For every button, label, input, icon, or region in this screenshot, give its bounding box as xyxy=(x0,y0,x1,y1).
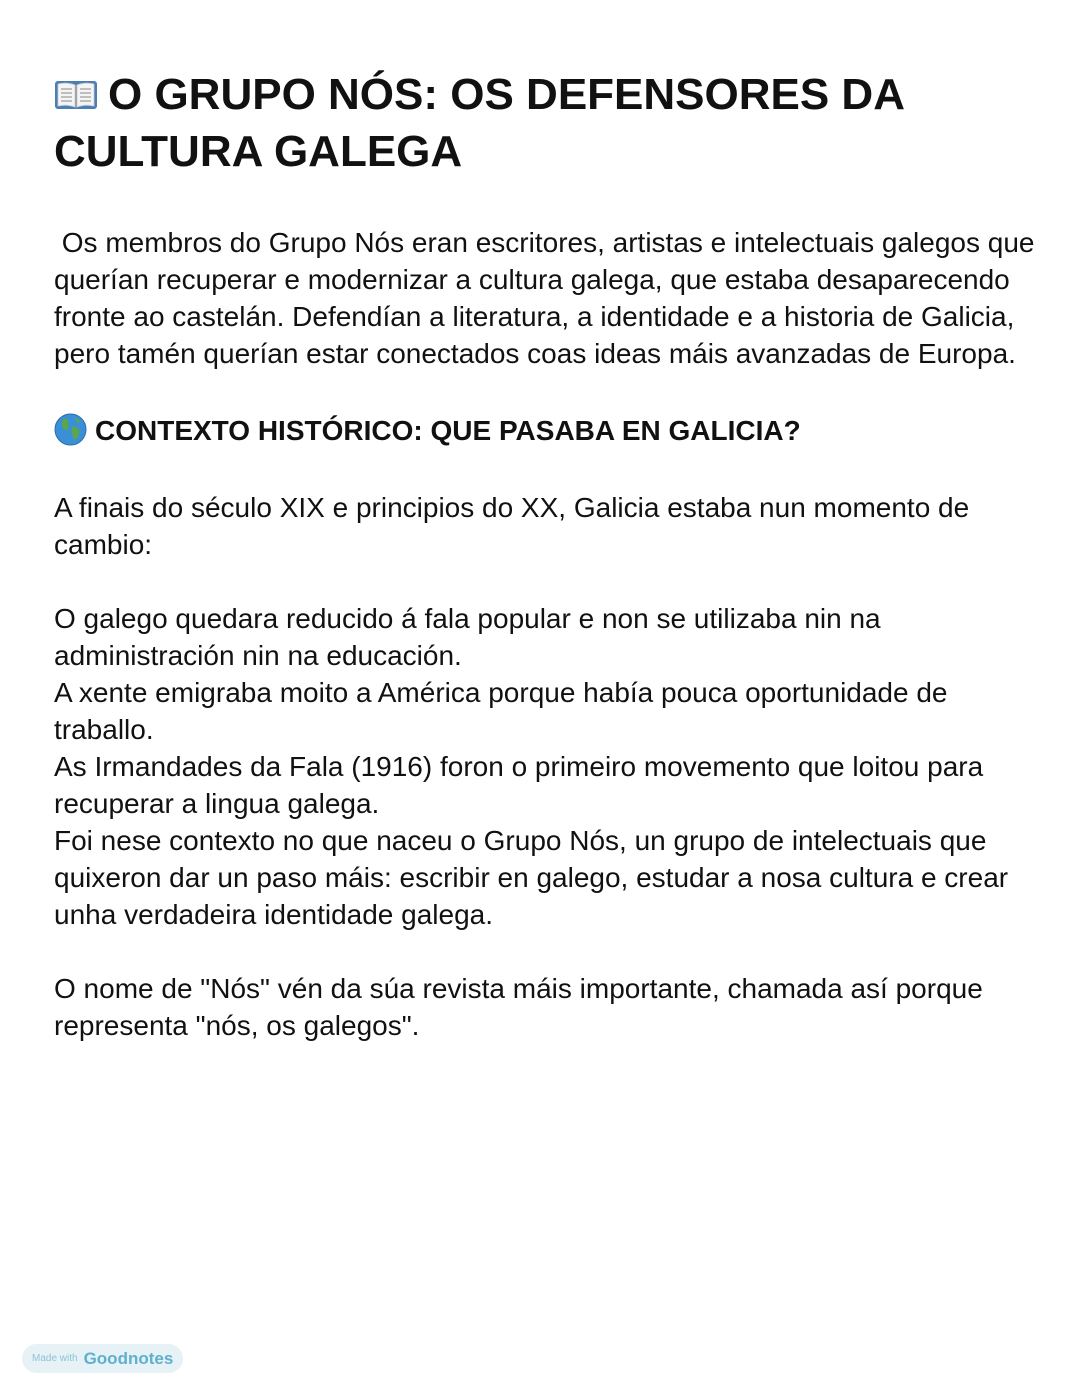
watermark-brand: Goodnotes xyxy=(83,1348,174,1368)
body-paragraph: A finais do século XIX e principios do XX, Galicia estaba nun momento de cambio: xyxy=(54,492,970,560)
body-paragraph: Foi nese contexto no que naceu o Grupo Nós, un grupo de intelectuais que quixeron dar un paso máis: escribir en galego, estudar a nosa cultura e crear unha verdadeira identidade galega. xyxy=(54,825,1009,930)
intro-paragraph: Os membros do Grupo Nós eran escritores, artistas e intelectuais galegos que querían recuperar e modernizar a cultura galega, que estaba desaparecendo fronte ao castelán. Defendían a literatura, a identidade e a historia de Galicia, pero tamén querían estar conectados coas ideas máis avanzadas de Europa. xyxy=(54,227,1043,369)
body-paragraph: O galego quedara reducido á fala popular e non se utilizaba nin na administración nin na educación. xyxy=(54,603,881,671)
open-book-icon xyxy=(54,79,98,111)
body-paragraph: A xente emigraba moito a América porque había pouca oportunidade de traballo. xyxy=(54,677,948,745)
section-heading xyxy=(54,412,1044,449)
page-title xyxy=(54,66,1044,180)
watermark-made-with: Made with xyxy=(32,1353,78,1364)
document-page xyxy=(54,66,1044,1044)
goodnotes-watermark xyxy=(22,1344,183,1373)
section-heading-text: CONTEXTO HISTÓRICO: QUE PASABA EN GALICIA? xyxy=(95,415,801,446)
body-paragraph: O nome de "Nós" vén da súa revista máis importante, chamada así porque representa "nós, os galegos". xyxy=(54,973,983,1041)
globe-icon xyxy=(54,413,87,446)
body-paragraph: As Irmandades da Fala (1916) foron o primeiro movemento que loitou para recuperar a lingua galega. xyxy=(54,751,984,819)
page-title-text: O GRUPO NÓS: OS DEFENSORES DA CULTURA GALEGA xyxy=(54,70,904,176)
